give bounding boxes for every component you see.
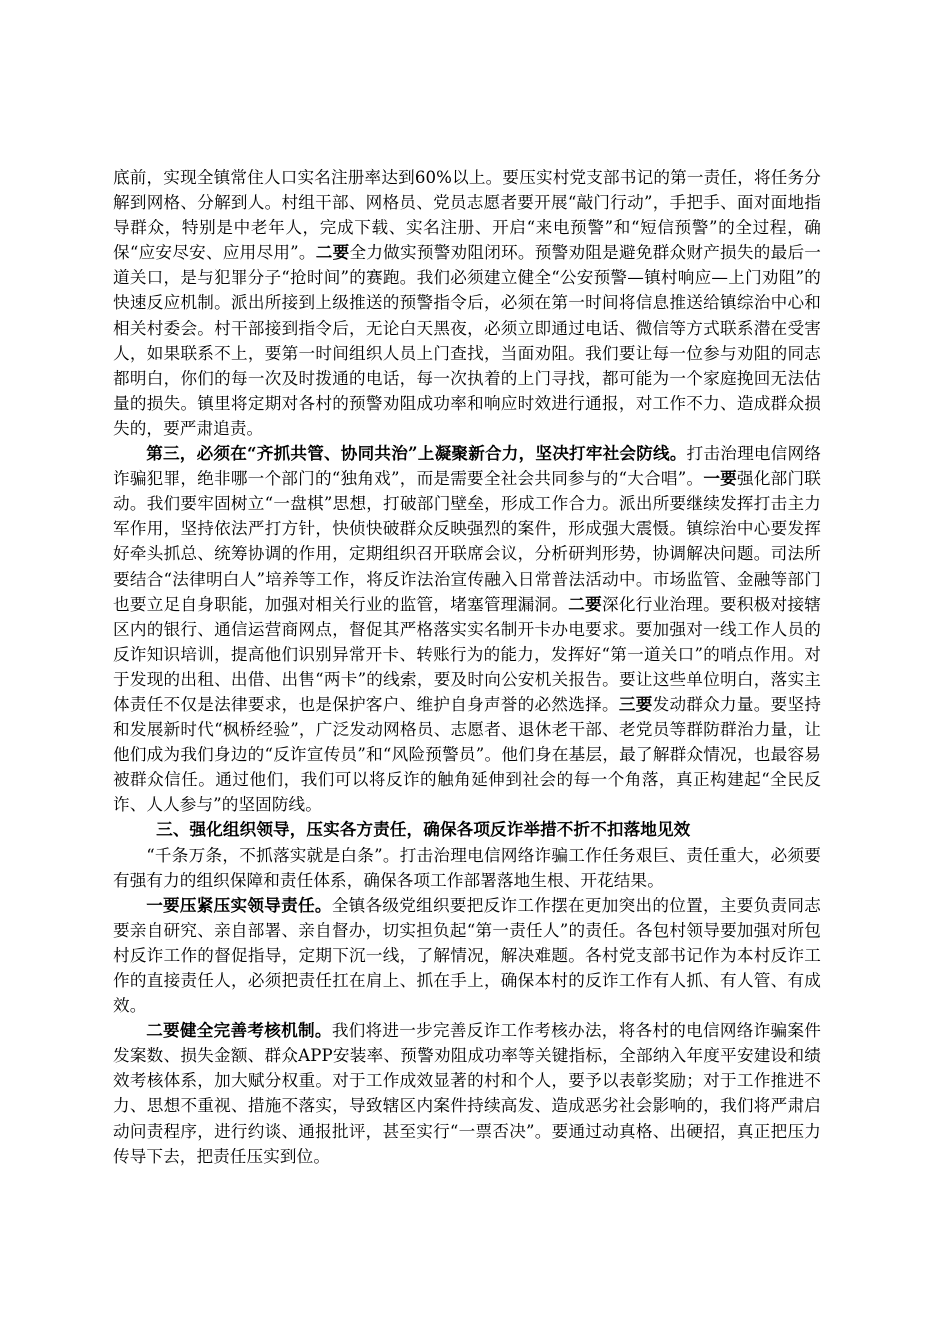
paragraph-5-lead-heading: 二要健全完善考核机制。 [146,1020,332,1041]
paragraph-1-text-a: 底前，实现全镇常住人口实名注册率达到60%以上。要压实村党支部书记的第一责任，将任务分解到网格、分解到人。村组干部、网格员、党员志愿者要开展“敲门行动”，手把手、面对面地指导群众，特别是中老年人，完成下载、实名注册、开启“来电预警”和“短信预警”的全过程，确保“应安尽安、应用尽用”。 [113,168,821,263]
section-heading-3: 三、强化组织领导，压实各方责任，确保各项反诈举措不折不扣落地见效 [156,819,691,840]
paragraph-4-text: 全镇各级党组织要把反诈工作摆在更加突出的位置，主要负责同志要亲自研究、亲自部署、亲自督办，切实担负起“第一责任人”的责任。各包村领导要加强对所包村反诈工作的督促指导，定期下沉一线，了解情况，解决难题。各村党支部书记作为本村反诈工作的直接责任人，必须把责任扛在肩上、抓在手上，确保本村的反诈工作有人抓、有人管、有成效。 [113,895,821,1016]
paragraph-2-text-c: 深化行业治理。要积极对接辖区内的银行、通信运营商网点，督促其严格落实实名制开卡办电要求。要加强对一线工作人员的反诈知识培训，提高他们识别异常开卡、转账行为的能力，发挥好“第一道关口”的哨点作用。对于发现的出租、出借、出售“两卡”的线索，要及时向公安机关报告。要让这些单位明白，落实主体责任不仅是法律要求，也是保护客户、维护自身声誉的必然选择。 [113,594,822,714]
paragraph-2-text-b: 强化部门联动。我们要牢固树立“一盘棋”思想，打破部门壁垒，形成工作合力。派出所要继续发挥打击主力军作用，坚持依法严打方针，快侦快破群众反映强烈的案件，形成强大震慑。镇综治中心要发挥好牵头抓总、统筹协调的作用，定期组织召开联席会议，分析研判形势，协调解决问题。司法所要结合“法律明白人”培养等工作，将反诈法治宣传融入日常普法活动中。市场监管、金融等部门也要立足自身职能，加强对相关行业的监管，堵塞管理漏洞。 [113,469,822,614]
paragraph-2-text-a: 打击治理电信网络诈骗犯罪，绝非哪一个部门的“独角戏”，而是需要全社会共同参与的“大合唱”。 [113,444,821,489]
paragraph-2-bold-second: 二要 [568,593,602,614]
paragraph-4-lead-heading: 一要压紧压实领导责任。 [146,894,332,915]
paragraph-2-text-d: 发动群众力量。要坚持和发展新时代“枫桥经验”，广泛发动网格员、志愿者、退休老干部、老党员等群防群治力量，让他们成为我们身边的“反诈宣传员”和“风险预警员”。他们身在基层，最了解群众情况，也最容易被群众信任。通过他们，我们可以将反诈的触角延伸到社会的每一个角落，真正构建起“全民反诈、人人参与”的坚固防线。 [113,694,822,815]
document-page [113,165,821,1169]
paragraph-5-text: 我们将进一步完善反诈工作考核办法，将各村的电信网络诈骗案件发案数、损失金额、群众APP安装率、预警劝阻成功率等关键指标，全部纳入年度平安建设和绩效考核体系，加大赋分权重。对于工作成效显著的村和个人，要予以表彰奖励；对于工作推进不力、思想不重视、措施不落实，导致辖区内案件持续高发、造成恶劣社会影响的，我们将严肃启动问责程序，进行约谈、通报批评，甚至实行“一票否决”。要通过动真格、出硬招，真正把压力传导下去，把责任压实到位。 [113,1021,821,1166]
paragraph-4 [113,893,821,1018]
paragraph-2 [113,441,821,817]
paragraph-2-bold-third: 三要 [618,693,653,714]
paragraph-2-lead-heading: 第三，必须在“齐抓共管、协同共治”上凝聚新合力，坚决打牢社会防线。 [146,443,687,464]
paragraph-1 [113,165,821,441]
paragraph-1-bold-second: 二要 [315,242,350,263]
paragraph-3: “千条万条，不抓落实就是白条”。打击治理电信网络诈骗工作任务艰巨、责任重大，必须要有强有力的组织保障和责任体系，确保各项工作部署落地生根、开花结果。 [113,845,821,890]
paragraph-1-text-b: 全力做实预警劝阻闭环。预警劝阻是避免群众财产损失的最后一道关口，是与犯罪分子“抢时间”的赛跑。我们必须建立健全“公安预警—镇村响应—上门劝阻”的快速反应机制。派出所接到上级推送的预警指令后，必须在第一时间将信息推送给镇综治中心和相关村委会。村干部接到指令后，无论白天黑夜，必须立即通过电话、微信等方式联系潜在受害人，如果联系不上，要第一时间组织人员上门查找，当面劝阻。我们要让每一位参与劝阻的同志都明白，你们的每一次及时拨通的电话，每一次执着的上门寻找，都可能为一个家庭挽回无法估量的损失。镇里将定期对各村的预警劝阻成功率和响应时效进行通报，对工作不力、造成群众损失的，要严肃追责。 [113,243,821,438]
paragraph-5 [113,1018,821,1169]
paragraph-2-bold-first: 一要 [703,468,737,489]
